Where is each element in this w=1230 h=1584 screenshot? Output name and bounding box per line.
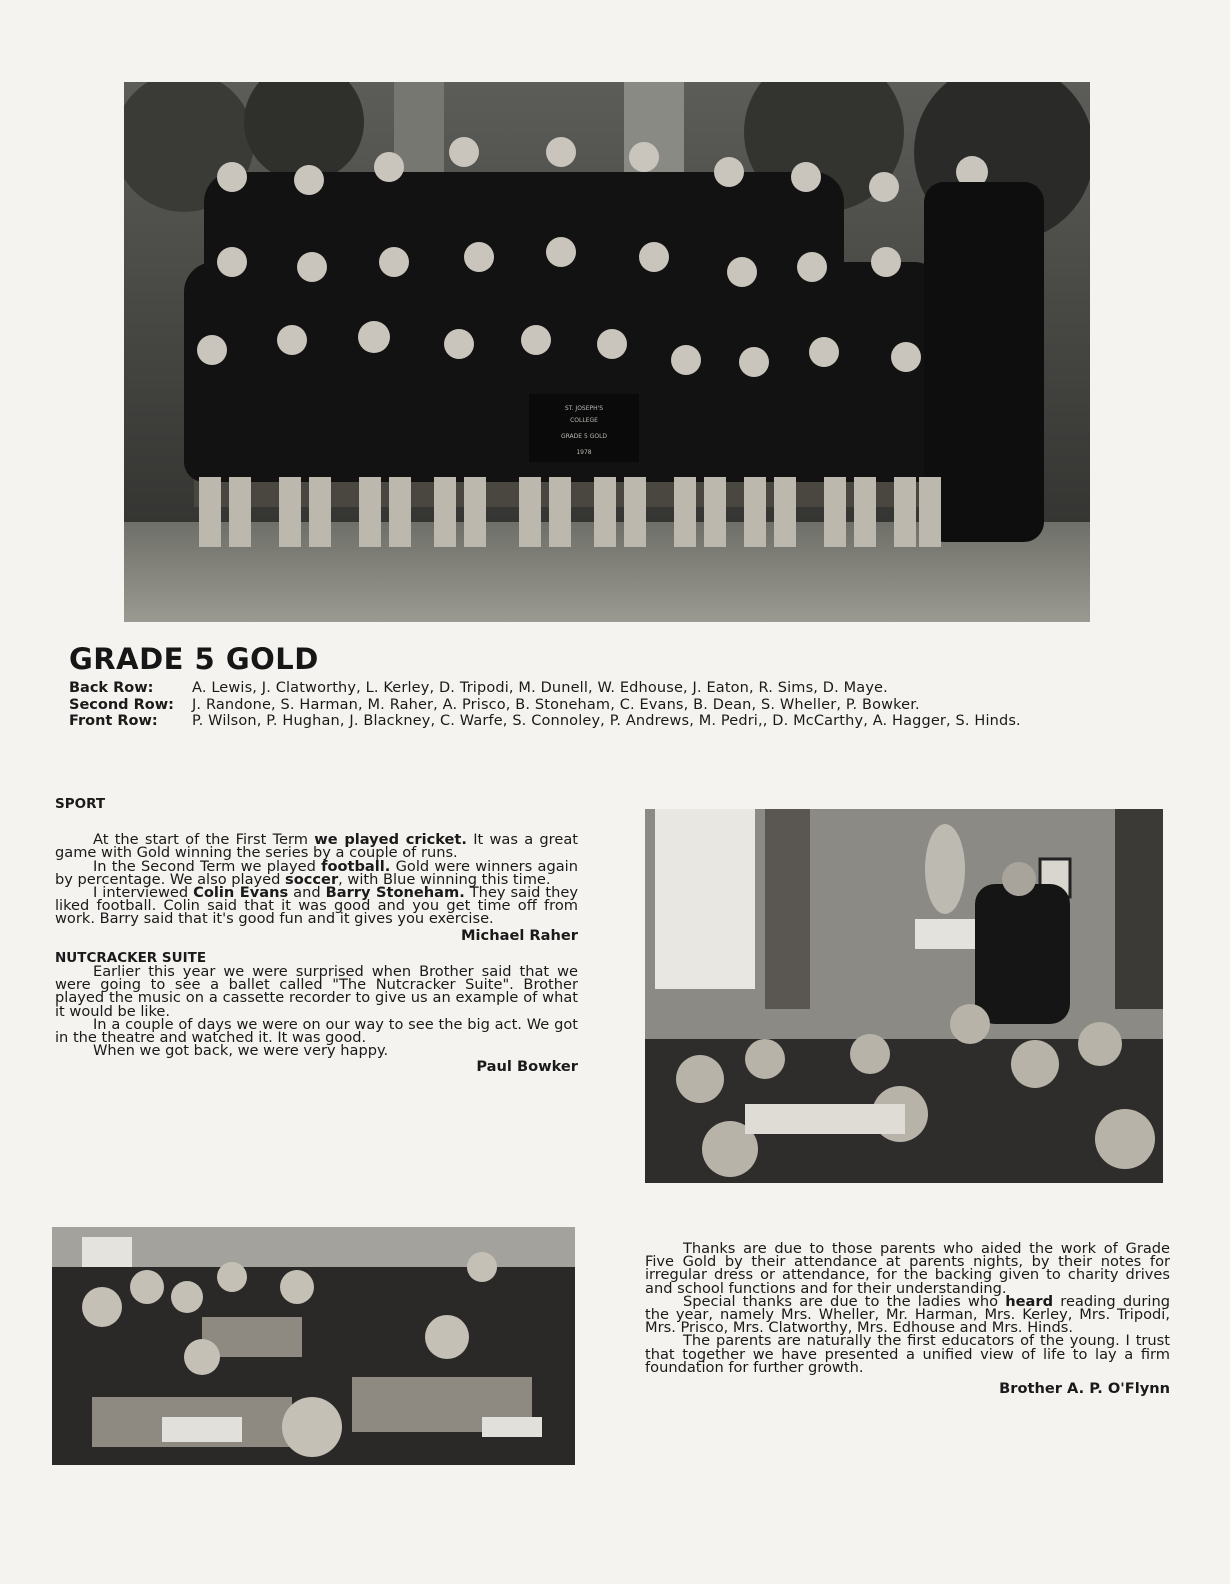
music-lesson-photo xyxy=(645,809,1163,1183)
music-photo-drawing xyxy=(645,809,1163,1183)
thanks-paragraph-2: Special thanks are due to the ladies who heard reading during the year, namely Mrs. Wheller, Mr. Harman, Mrs. Kerley, Mrs. Tripodi, Mrs. Prisco, Mrs. Clatworthy, Mrs. Edhouse and Mrs. Hinds. xyxy=(645,1292,1170,1337)
roster-label: Front Row: xyxy=(69,713,158,729)
classroom-desks-photo xyxy=(52,1227,575,1465)
right-article-column xyxy=(645,1240,1170,1398)
roster-names: A. Lewis, J. Clatworthy, L. Kerley, D. Tripodi, M. Dunell, W. Edhouse, J. Eaton, R. Sims, D. Maye. xyxy=(192,680,888,696)
thanks-paragraph-3: The parents are naturally the first educators of the young. I trust that together we have presented a unified view of life to lay a firm foundation for further growth. xyxy=(645,1332,1170,1376)
sport-paragraph-1: At the start of the First Term we played cricket. It was a great game with Gold winning the series by a couple of runs. xyxy=(55,831,578,862)
thanks-paragraph-1: Thanks are due to those parents who aided the work of Grade Five Gold by their attendance at parents nights, by their notes for irregular dress or attendance, for the backing given to charity drives and school functions and for their understanding. xyxy=(645,1240,1170,1297)
roster-row-second xyxy=(69,697,1021,714)
sport-paragraph-3: I interviewed Colin Evans and Barry Stoneham. They said they liked football. Colin said that it was good and you get time off from work. Barry said that it's good fun and it gives you exercise. xyxy=(55,884,578,928)
page-heading: GRADE 5 GOLD xyxy=(69,642,319,676)
board-line-1: ST. JOSEPH'S xyxy=(564,405,604,412)
board-line-2: COLLEGE xyxy=(570,417,598,424)
nutcracker-title: NUTCRACKER SUITE xyxy=(55,949,207,966)
nutcracker-paragraph-1: Earlier this year we were surprised when Brother said that we were going to see a ballet called "The Nutcracker Suite". Brother played the music on a cassette recorder to give us an example of what it would be like. xyxy=(55,963,578,1020)
nutcracker-author: Paul Bowker xyxy=(476,1058,578,1076)
nutcracker-paragraph-2: In a couple of days we were on our way to see the big act. We got in the theatre and watched it. It was good. xyxy=(55,1015,578,1047)
roster xyxy=(69,680,1021,730)
board-line-4: 1978 xyxy=(576,449,592,456)
desk-photo-drawing xyxy=(52,1227,575,1465)
board-line-3: GRADE 5 GOLD xyxy=(560,433,608,440)
roster-names: J. Randone, S. Harman, M. Raher, A. Prisco, B. Stoneham, C. Evans, B. Dean, S. Wheller, P. Bowker. xyxy=(192,696,920,713)
left-article-column xyxy=(55,798,578,1074)
roster-row-back xyxy=(69,680,1021,697)
thanks-author: Brother A. P. O'Flynn xyxy=(999,1380,1170,1398)
roster-row-front xyxy=(69,713,1021,730)
class-photo-drawing xyxy=(124,82,1090,622)
class-group-photo xyxy=(124,82,1090,622)
roster-names: P. Wilson, P. Hughan, J. Blackney, C. Warfe, S. Connoley, P. Andrews, M. Pedri,, D. McCarthy, A. Hagger, S. Hinds. xyxy=(192,713,1021,729)
nutcracker-paragraph-3: When we got back, we were very happy. xyxy=(93,1042,389,1060)
sport-author: Michael Raher xyxy=(461,926,578,944)
sport-paragraph-2: In the Second Term we played football. Gold were winners again by percentage. We also played soccer, with Blue winning this time. xyxy=(55,857,578,888)
roster-label: Second Row: xyxy=(69,696,174,713)
roster-label: Back Row: xyxy=(69,680,154,696)
sport-title: SPORT xyxy=(55,796,106,812)
